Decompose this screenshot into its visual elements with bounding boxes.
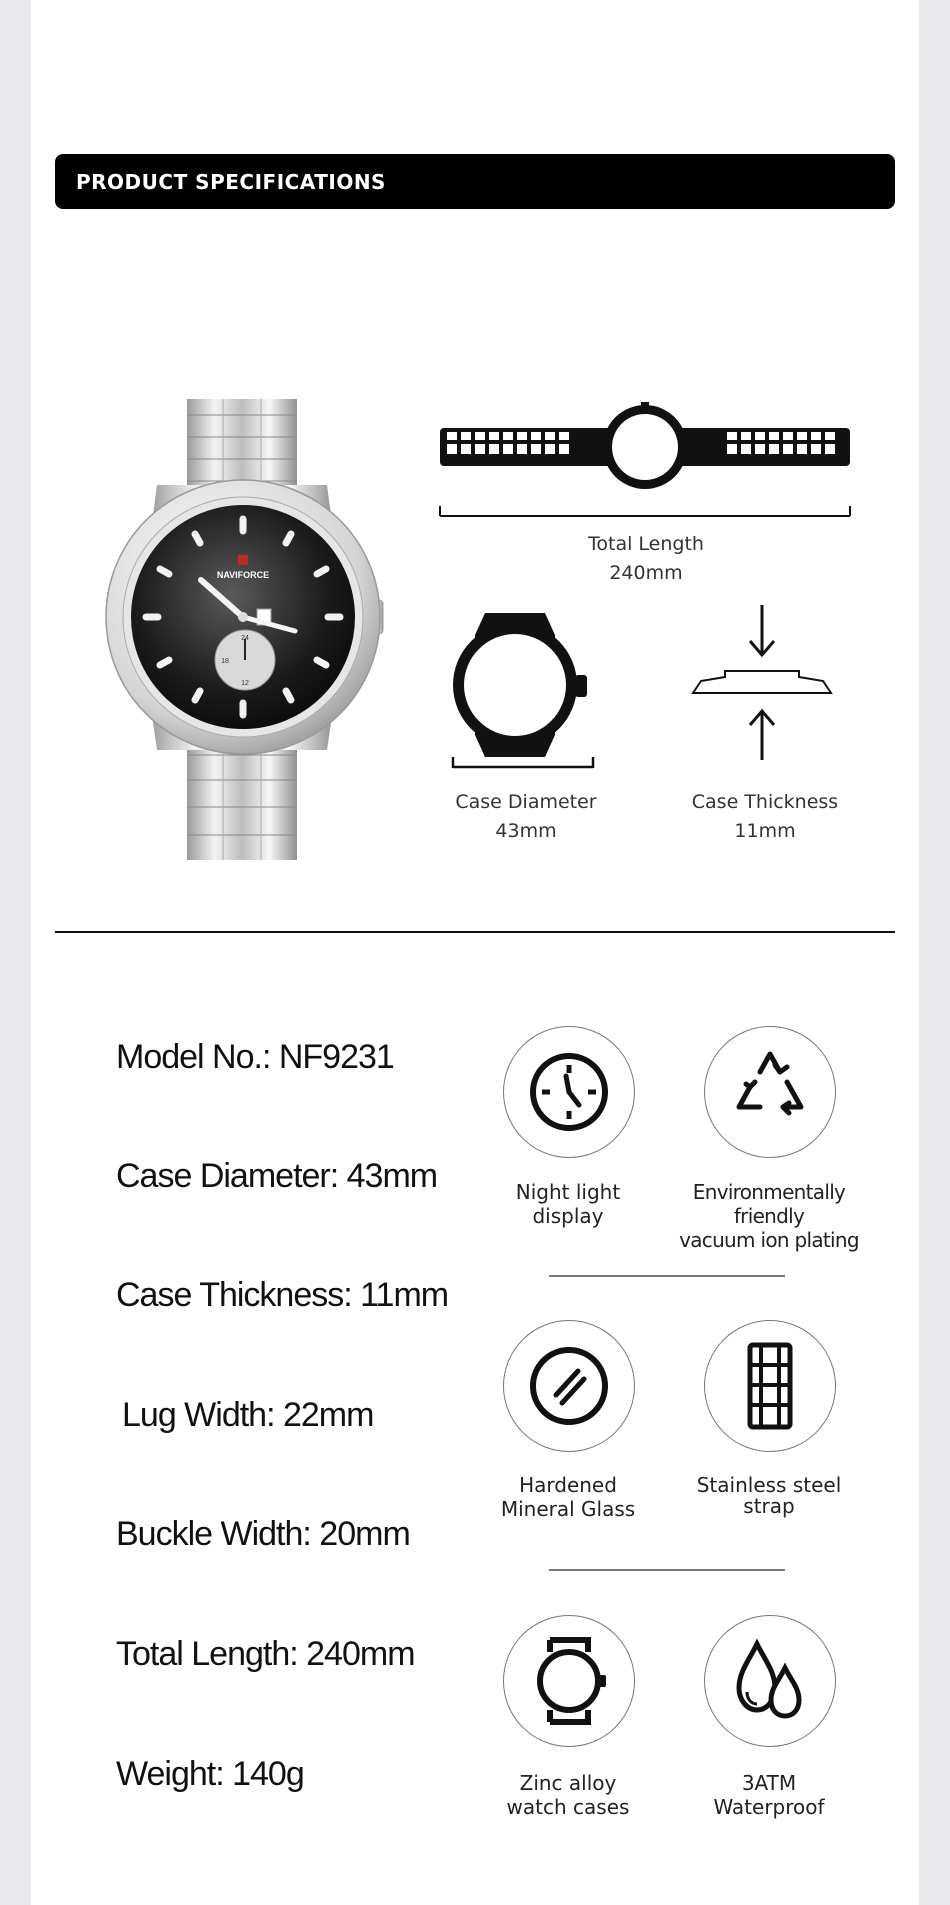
svg-text:12: 12 — [241, 680, 249, 687]
strap-icon — [705, 1321, 835, 1451]
water-drops-icon — [705, 1616, 835, 1746]
spec-total-length: Total Length: 240mm — [116, 1635, 415, 1673]
spec-buckle-width: Buckle Width: 20mm — [116, 1515, 410, 1553]
svg-text:18: 18 — [221, 658, 229, 665]
feature-label-mineral-glass: Hardened Mineral Glass — [500, 1473, 636, 1521]
feature-label-ion-plating: Environmentally friendly vacuum ion plating — [679, 1180, 859, 1252]
case-diameter-diagram — [445, 605, 595, 775]
feature-steel-strap — [704, 1320, 836, 1452]
feature-label-zinc-case: Zinc alloy watch cases — [506, 1771, 630, 1819]
svg-text:24: 24 — [241, 635, 249, 642]
spec-model-number: Model No.: NF9231 — [116, 1038, 394, 1076]
feature-ion-plating — [704, 1026, 836, 1158]
recycle-icon — [705, 1027, 835, 1157]
section-title: PRODUCT SPECIFICATIONS — [76, 170, 386, 194]
watch-brand-logo: NAVIFORCE — [216, 570, 270, 580]
feature-label-night-light: Night light display — [515, 1180, 621, 1228]
watch-case-icon — [504, 1616, 634, 1746]
feature-label-waterproof: 3ATM Waterproof — [713, 1771, 825, 1819]
clock-icon — [504, 1027, 634, 1157]
feature-mineral-glass — [503, 1320, 635, 1452]
spec-case-diameter: Case Diameter: 43mm — [116, 1157, 438, 1195]
spec-case-thickness: Case Thickness: 11mm — [116, 1276, 449, 1314]
feature-waterproof — [704, 1615, 836, 1747]
feature-zinc-case — [503, 1615, 635, 1747]
case-thickness-diagram — [681, 603, 841, 763]
section-header — [55, 154, 895, 209]
section-divider — [55, 931, 895, 933]
case-thickness-label: Case Thickness 11mm — [691, 791, 839, 842]
total-length-label: Total Length 240mm — [588, 533, 704, 584]
glass-icon — [504, 1321, 634, 1451]
feature-separator — [549, 1569, 785, 1571]
feature-label-steel-strap: Stainless steel strap — [696, 1473, 842, 1518]
feature-night-light — [503, 1026, 635, 1158]
watch-product-image — [85, 395, 395, 865]
product-spec-page — [31, 0, 919, 1905]
spec-weight: Weight: 140g — [116, 1755, 304, 1793]
feature-separator — [549, 1275, 785, 1277]
spec-lug-width: Lug Width: 22mm — [122, 1396, 374, 1434]
strap-length-diagram — [435, 398, 855, 523]
case-diameter-label: Case Diameter 43mm — [455, 791, 597, 842]
